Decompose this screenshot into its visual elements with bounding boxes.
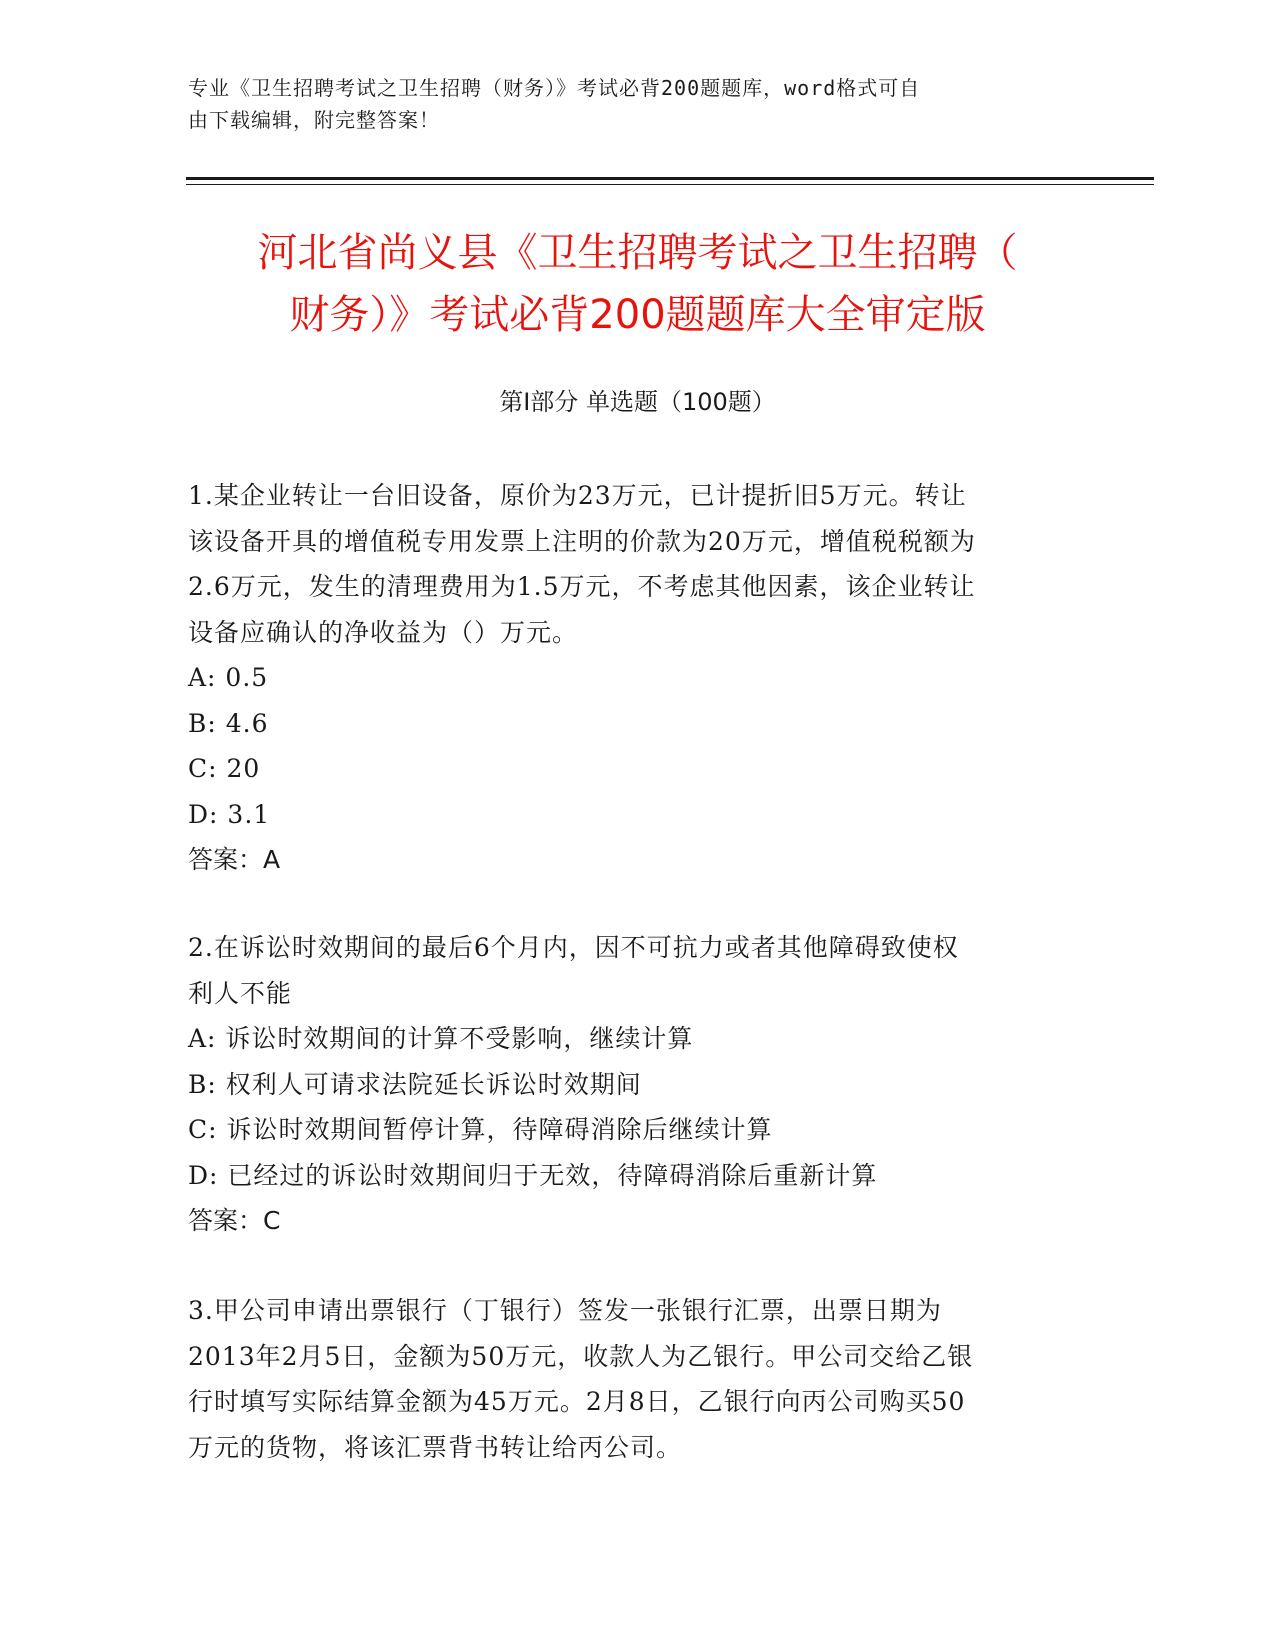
question-stem-line: 设备应确认的净收益为（）万元。 bbox=[188, 617, 579, 647]
question-stem-line: 2013年2月5日，金额为50万元，收款人为乙银行。甲公司交给乙银 bbox=[188, 1341, 974, 1371]
header-divider-thick bbox=[186, 177, 1154, 180]
question-3 bbox=[188, 1288, 1088, 1470]
question-1 bbox=[188, 473, 1088, 883]
answer: 答案：C bbox=[188, 1206, 281, 1235]
option-a: A: 诉讼时效期间的计算不受影响，继续计算 bbox=[188, 1024, 694, 1053]
option-d: D: 3.1 bbox=[188, 799, 271, 829]
document-title-line-1: 河北省尚义县《卫生招聘考试之卫生招聘（ bbox=[257, 230, 1018, 276]
option-a: A: 0.5 bbox=[188, 663, 269, 692]
question-2 bbox=[188, 925, 1088, 1244]
question-stem-line: 利人不能 bbox=[188, 978, 293, 1008]
question-stem-line: 万元的货物，将该汇票背书转让给丙公司。 bbox=[188, 1432, 683, 1462]
header-note bbox=[188, 72, 1068, 136]
question-stem-line: 1.某企业转让一台旧设备，原价为23万元，已计提折旧5万元。转让 bbox=[188, 481, 967, 510]
question-stem-line: 2.6万元，发生的清理费用为1.5万元，不考虑其他因素，该企业转让 bbox=[188, 572, 976, 601]
option-d: D: 已经过的诉讼时效期间归于无效，待障碍消除后重新计算 bbox=[188, 1160, 878, 1190]
option-c: C: 诉讼时效期间暂停计算，待障碍消除后继续计算 bbox=[188, 1115, 773, 1144]
answer: 答案：A bbox=[188, 845, 281, 874]
document-title bbox=[150, 222, 1125, 346]
question-stem-line: 2.在诉讼时效期间的最后6个月内，因不可抗力或者其他障碍致使权 bbox=[188, 933, 959, 962]
option-c: C: 20 bbox=[188, 754, 261, 783]
header-divider-thin bbox=[186, 184, 1154, 185]
option-b: B: 权利人可请求法院延长诉讼时效期间 bbox=[188, 1069, 642, 1099]
header-note-line-1: 专业《卫生招聘考试之卫生招聘（财务）》考试必背200题题库，word格式可自 bbox=[188, 76, 921, 100]
option-b: B: 4.6 bbox=[188, 708, 269, 738]
header-note-line-2: 由下载编辑，附完整答案！ bbox=[188, 108, 440, 132]
document-title-line-2: 财务）》考试必背200题题库大全审定版 bbox=[289, 292, 986, 338]
question-stem-line: 行时填写实际结算金额为45万元。2月8日，乙银行向丙公司购买50 bbox=[188, 1387, 966, 1416]
question-stem-line: 该设备开具的增值税专用发票上注明的价款为20万元，增值税税额为 bbox=[188, 526, 976, 556]
section-heading: 第Ⅰ部分 单选题（100题） bbox=[499, 388, 776, 416]
question-stem-line: 3.甲公司申请出票银行（丁银行）签发一张银行汇票，出票日期为 bbox=[188, 1296, 942, 1325]
